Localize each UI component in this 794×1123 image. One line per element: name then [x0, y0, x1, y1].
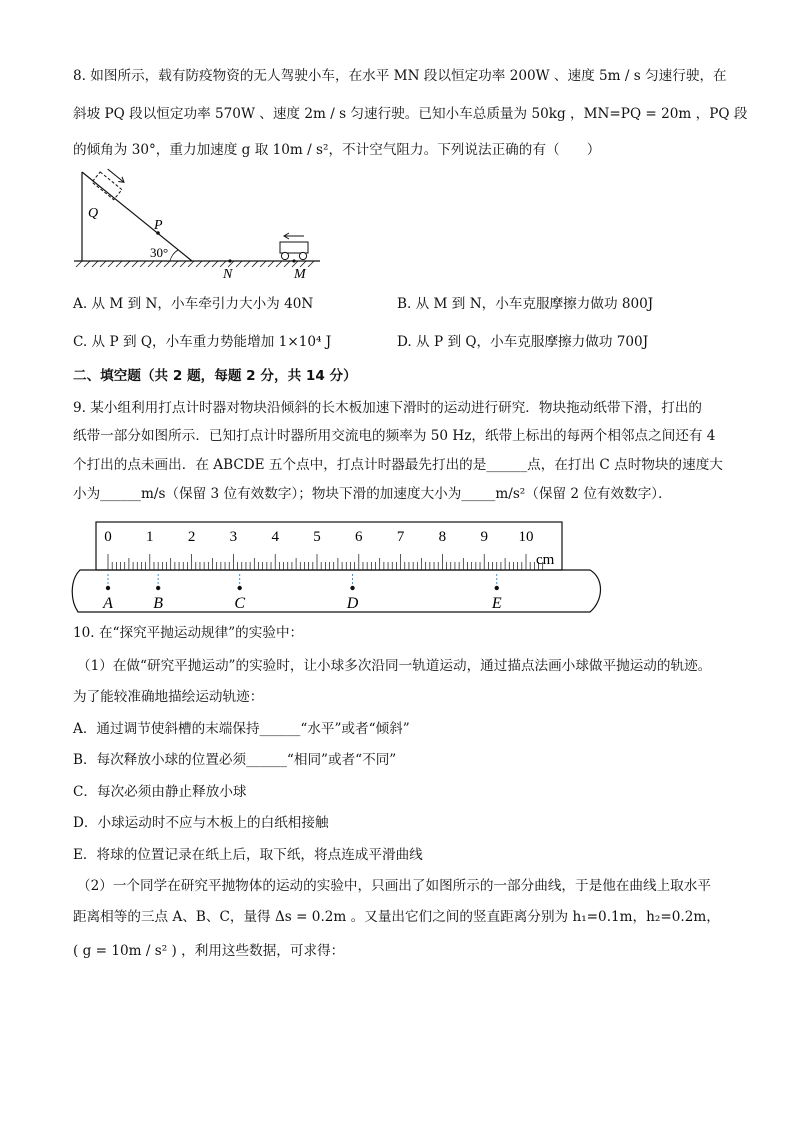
- tape-point-dot: [106, 586, 110, 590]
- tape-point-dot: [350, 586, 354, 590]
- ruler-body: [96, 522, 562, 570]
- tape-point-dot: [156, 586, 160, 590]
- q10-line-4: A．通过调节使斜槽的末端保持______“水平”或者“倾斜”: [73, 721, 410, 737]
- q9-ruler-tape-figure: [70, 518, 610, 618]
- tape-point-dot: [495, 586, 499, 590]
- q10-line-11: ( g = 10m / s² ) ，利用这些数据，可求得：: [73, 943, 345, 959]
- q10-line-3: 为了能较准确地描绘运动轨迹：: [73, 689, 264, 705]
- q10-line-6: C．每次必须由静止释放小球: [73, 784, 247, 800]
- ruler-tick-label: 10: [518, 529, 534, 545]
- ruler-tick-label: 9: [480, 529, 488, 545]
- q9-line-3: 个打出的点未画出．在 ABCDE 五个点中，打点计时器最先打出的是______点，在打出 C 点时物块的速度大: [73, 457, 723, 473]
- label-m: M: [294, 267, 306, 282]
- tape-point-label: D: [346, 595, 359, 612]
- label-p: P: [154, 218, 163, 233]
- tape-point-dot: [237, 586, 241, 590]
- point-n-dot: [228, 259, 231, 262]
- label-angle: 30°: [150, 245, 169, 260]
- q10-line-8: E．将球的位置记录在纸上后，取下纸，将点连成平滑曲线: [73, 847, 423, 863]
- q10-line-2: （1）在做“研究平抛运动”的实验时，让小球多次沿同一轨道运动，通过描点法画小球做平抛运动的轨迹。: [77, 658, 712, 674]
- q8-incline-figure: [70, 168, 330, 283]
- q10-line-10: 距离相等的三点 A、B、C，量得 Δs = 0.2m 。又量出它们之间的竖直距离分别为 h₁=0.1m，h₂=0.2m，: [73, 909, 720, 925]
- q10-line-7: D．小球运动时不应与木板上的白纸相接触: [73, 815, 329, 831]
- q8-line-1: 8. 如图所示，载有防疫物资的无人驾驶小车，在水平 MN 段以恒定功率 200W 、速度 5m / s 匀速行驶，在: [73, 68, 727, 84]
- tape-point-label: A: [103, 595, 113, 612]
- label-q: Q: [88, 206, 99, 221]
- q10-line-5: B．每次释放小球的位置必须______“相同”或者“不同”: [73, 752, 397, 768]
- ruler-tick-label: 6: [355, 529, 363, 545]
- ruler-tick-label: 7: [396, 529, 405, 545]
- angle-arc: [170, 250, 178, 261]
- q10-line-9: （2）一个同学在研究平抛物体的运动的实验中，只画出了如图所示的一部分曲线，于是他在曲线上取水平: [77, 878, 711, 894]
- q8-option-d: D. 从 P 到 Q，小车克服摩擦力做功 700J: [397, 334, 649, 350]
- q8-line-3: 的倾角为 30°，重力加速度 g 取 10m / s²，不计空气阻力。下列说法正确的有（ ）: [73, 142, 601, 158]
- ruler-tick-label: 3: [229, 529, 238, 545]
- ruler-tick-label: 2: [187, 529, 196, 545]
- ground-hatching: [76, 261, 314, 267]
- q9-line-2: 纸带一部分如图所示．已知打点计时器所用交流电的频率为 50 Hz，纸带上标出的每两个相邻点之间还有 4: [73, 428, 716, 444]
- ruler-unit: cm: [536, 552, 555, 568]
- q8-option-b: B. 从 M 到 N，小车克服摩擦力做功 800J: [397, 296, 654, 312]
- ruler-tick-label: 5: [313, 529, 321, 545]
- car-on-ground: [280, 233, 308, 260]
- ruler-tick-label: 1: [146, 529, 154, 545]
- point-m-dot: [292, 259, 295, 262]
- tape-point-label: E: [491, 595, 502, 612]
- label-n: N: [223, 267, 233, 282]
- q8-option-a: A. 从 M 到 N，小车牵引力大小为 40N: [73, 296, 314, 312]
- q8-line-2: 斜坡 PQ 段以恒定功率 570W 、速度 2m / s 匀速行驶。已知小车总质量为 50kg ，MN=PQ = 20m ，PQ 段: [73, 106, 748, 122]
- ruler-tick-label: 4: [271, 529, 279, 545]
- q8-option-c: C. 从 P 到 Q，小车重力势能增加 1×10⁴ J: [73, 334, 332, 350]
- slope-line: [82, 172, 192, 261]
- q10-line-1: 10. 在“探究平抛运动规律”的实验中：: [73, 625, 304, 641]
- section-2-title: 二、填空题（共 2 题，每题 2 分，共 14 分）: [73, 368, 357, 384]
- ruler-tick-label: 8: [438, 529, 447, 545]
- ruler-tick-label: 0: [104, 529, 112, 545]
- tape-point-label: B: [153, 595, 164, 612]
- q9-line-1: 9. 某小组利用打点计时器对物块沿倾斜的长木板加速下滑时的运动进行研究．物块拖动纸带下滑，打出的: [73, 400, 703, 416]
- tape-point-label: C: [234, 595, 246, 612]
- paper-tape: [72, 570, 600, 612]
- q9-line-4: 小为______m/s（保留 3 位有效数字）；物块下滑的加速度大小为_____m/s²（保留 2 位有效数字）．: [73, 486, 672, 502]
